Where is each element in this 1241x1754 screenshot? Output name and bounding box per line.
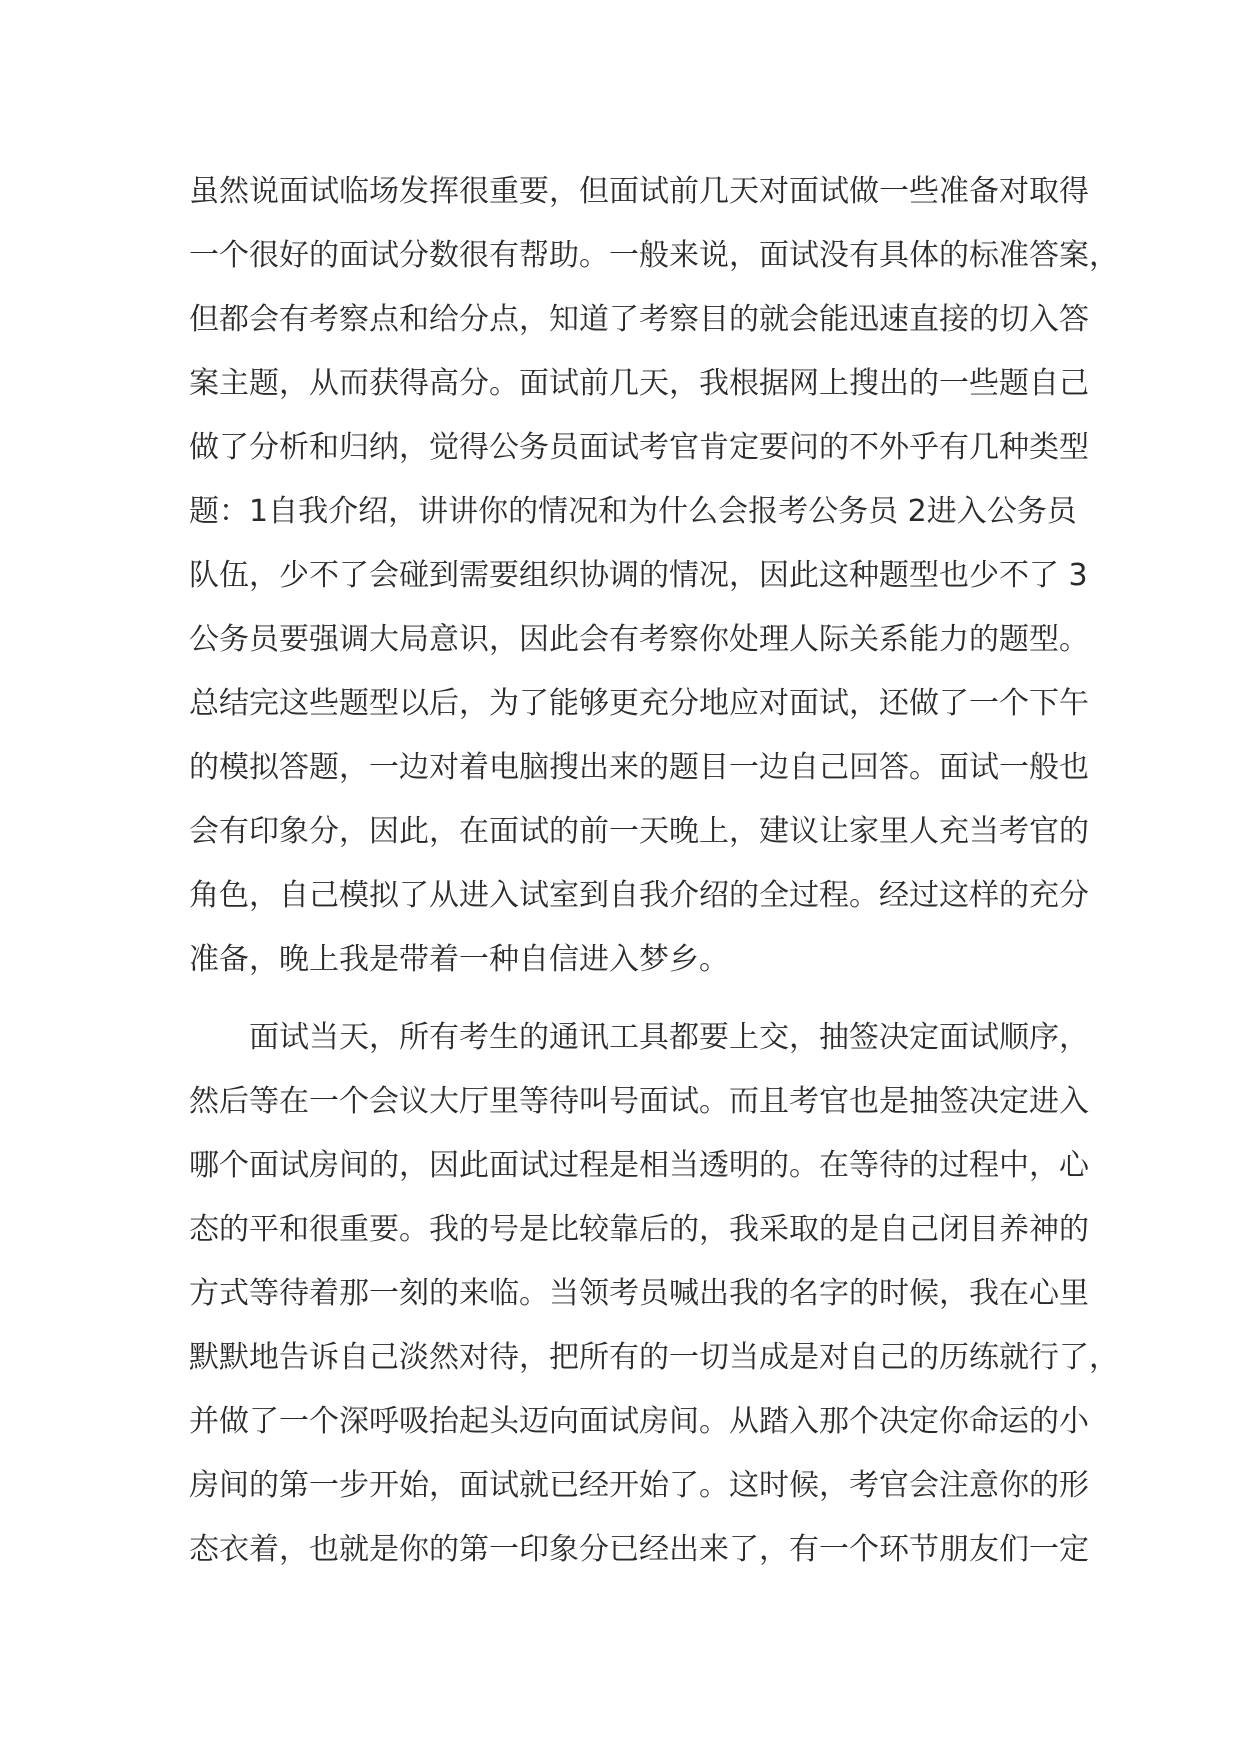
text-line: 做了分析和归纳，觉得公务员面试考官肯定要问的不外乎有几种类型 xyxy=(189,430,1089,465)
text-line: 态的平和很重要。我的号是比较靠后的，我采取的是自己闭目养神的 xyxy=(189,1212,1089,1247)
text-line: 队伍，少不了会碰到需要组织协调的情况，因此这种题型也少不了 3 xyxy=(189,558,1088,593)
text-line: 会有印象分，因此，在面试的前一天晚上，建议让家里人充当考官的 xyxy=(189,814,1089,849)
text-line: 方式等待着那一刻的来临。当领考员喊出我的名字的时候，我在心里 xyxy=(189,1276,1089,1311)
text-line: 默默地告诉自己淡然对待，把所有的一切当成是对自己的历练就行了， xyxy=(189,1340,1119,1375)
text-line: 案主题，从而获得高分。面试前几天，我根据网上搜出的一些题自己 xyxy=(189,366,1089,401)
text-line: 房间的第一步开始，面试就已经开始了。这时候，考官会注意你的形 xyxy=(189,1468,1089,1503)
text-line: 一个很好的面试分数很有帮助。一般来说，面试没有具体的标准答案， xyxy=(189,238,1119,273)
text-line: 虽然说面试临场发挥很重要，但面试前几天对面试做一些准备对取得 xyxy=(189,174,1089,209)
text-line: 总结完这些题型以后，为了能够更充分地应对面试，还做了一个下午 xyxy=(189,686,1089,721)
text-line: 但都会有考察点和给分点，知道了考察目的就会能迅速直接的切入答 xyxy=(189,302,1089,337)
text-line: 面试当天，所有考生的通讯工具都要上交，抽签决定面试顺序， xyxy=(189,1020,1089,1055)
paragraph-spacer xyxy=(189,992,1089,1006)
text-line: 题：1自我介绍，讲讲你的情况和为什么会报考公务员 2进入公务员 xyxy=(189,494,1077,529)
paragraph-1 xyxy=(189,160,1119,992)
text-line: 并做了一个深呼吸抬起头迈向面试房间。从踏入那个决定你命运的小 xyxy=(189,1404,1089,1439)
text-line: 哪个面试房间的，因此面试过程是相当透明的。在等待的过程中，心 xyxy=(189,1148,1089,1183)
text-line: 角色，自己模拟了从进入试室到自我介绍的全过程。经过这样的充分 xyxy=(189,878,1089,913)
text-line: 态衣着，也就是你的第一印象分已经出来了，有一个环节朋友们一定 xyxy=(189,1532,1089,1567)
text-line: 公务员要强调大局意识，因此会有考察你处理人际关系能力的题型。 xyxy=(189,622,1089,657)
text-line: 准备，晚上我是带着一种自信进入梦乡。 xyxy=(189,942,729,977)
text-line: 然后等在一个会议大厅里等待叫号面试。而且考官也是抽签决定进入 xyxy=(189,1084,1089,1119)
text-line: 的模拟答题，一边对着电脑搜出来的题目一边自己回答。面试一般也 xyxy=(189,750,1089,785)
document-body xyxy=(189,160,1119,1582)
paragraph-2 xyxy=(189,1006,1119,1582)
